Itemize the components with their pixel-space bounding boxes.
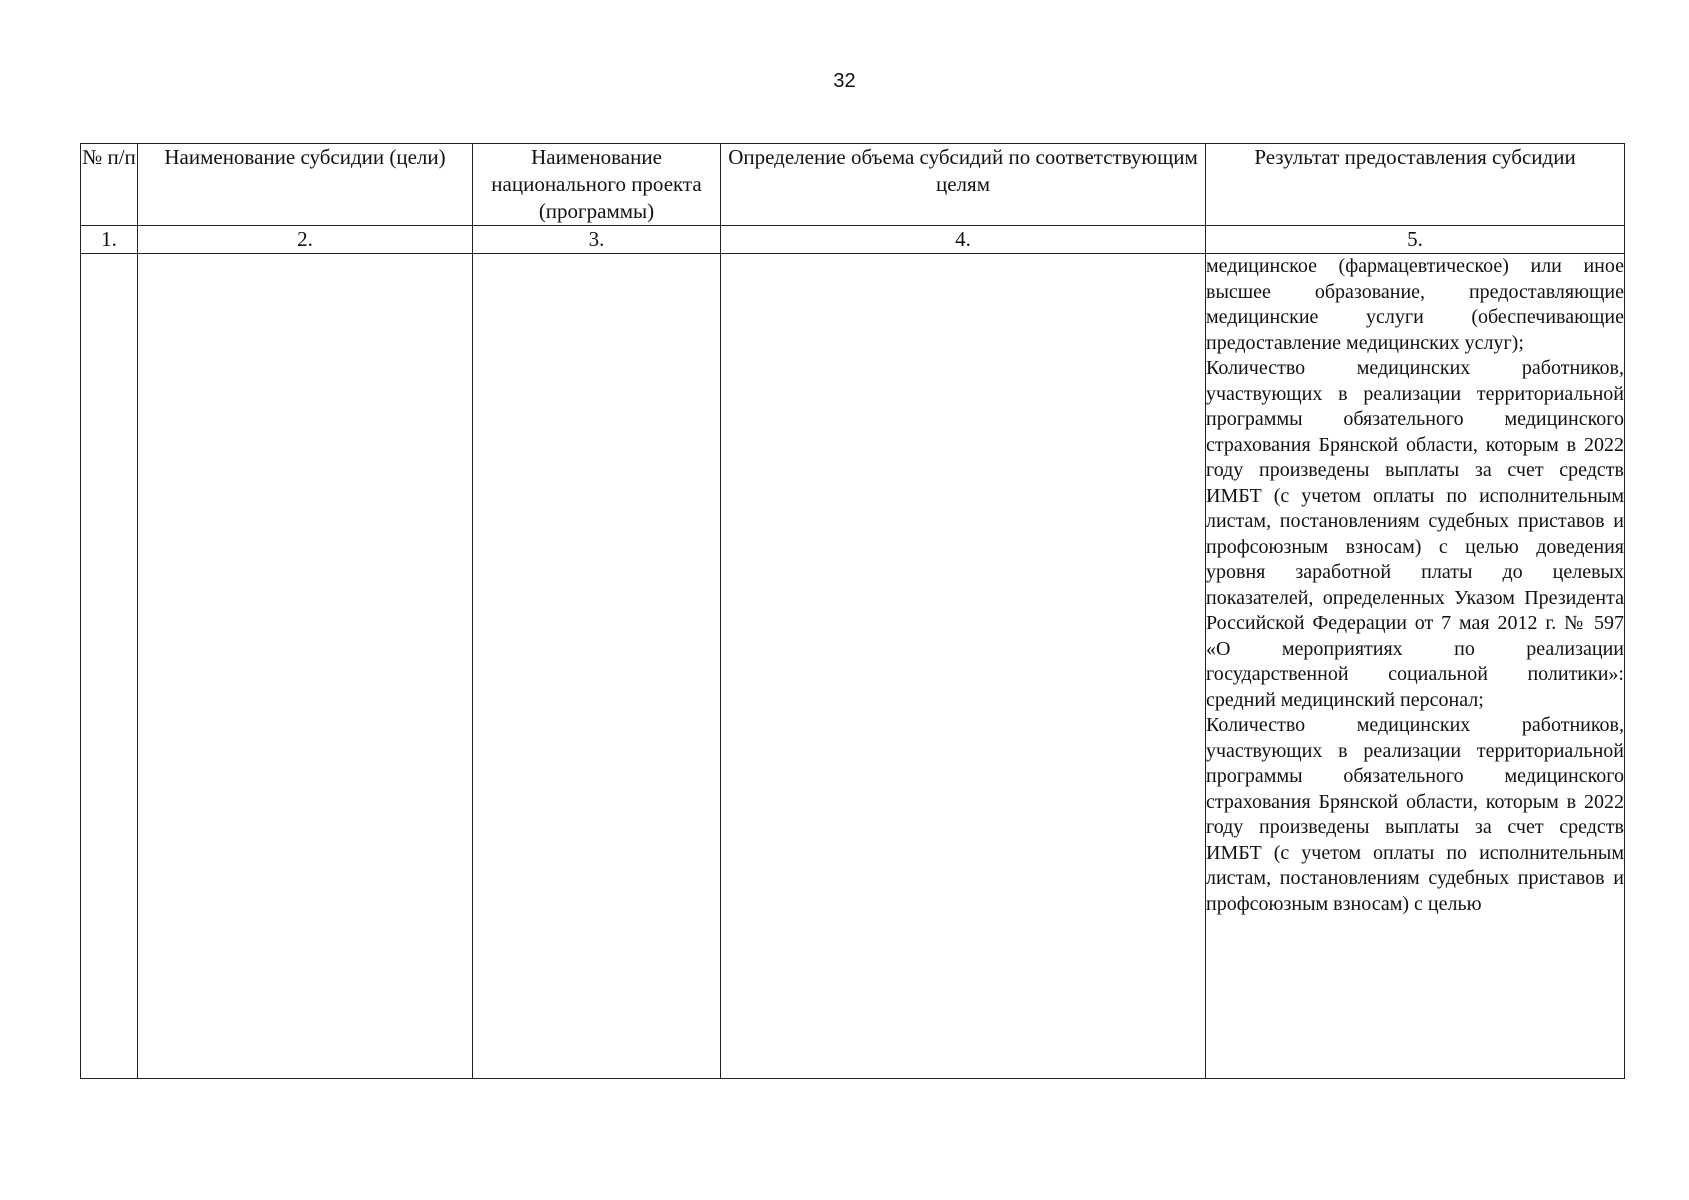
header-cell-subsidy-volume: Определение объема субсидий по соответствующим целям	[721, 144, 1206, 226]
result-paragraph: медицинское (фармацевтическое) или иное высшее образование, предоставляющие медицинские услуги (обеспечивающие предоставление медицинских услуг);	[1206, 255, 1624, 354]
row-cell-number	[81, 254, 138, 1079]
header-row	[81, 144, 1625, 226]
result-paragraph: Количество медицинских работников, участвующих в реализации территориальной программы обязательного медицинского страхования Брянской области, которым в 2022 году произведены выплаты за счет средств ИМБТ (с учетом оплаты по исполнительным листам, постановлениям судебных приставов и профсоюзным взносам) с целью доведения уровня заработной платы до целевых показателей, определенных Указом Президента Российской Федерации от 7 мая 2012 г. № 597 «О мероприятиях по реализации государственной социальной политики»: средний медицинский персонал;	[1206, 357, 1624, 711]
header-cell-number: № п/п	[81, 144, 138, 226]
column-number-4: 4.	[721, 226, 1206, 254]
result-paragraph: Количество медицинских работников, участвующих в реализации территориальной программы обязательного медицинского страхования Брянской области, которым в 2022 году произведены выплаты за счет средств ИМБТ (с учетом оплаты по исполнительным листам, постановлениям судебных приставов и профсоюзным взносам) с целью	[1206, 714, 1624, 915]
column-number-row	[81, 226, 1625, 254]
header-cell-subsidy-result: Результат предоставления субсидии	[1206, 144, 1625, 226]
column-number-2: 2.	[138, 226, 473, 254]
page-number: 32	[833, 70, 856, 92]
header-cell-national-project: Наименование национального проекта (программы)	[473, 144, 721, 226]
subsidy-table	[80, 143, 1625, 1079]
table-row	[81, 254, 1625, 1079]
column-number-3: 3.	[473, 226, 721, 254]
row-cell-subsidy-name	[138, 254, 473, 1079]
row-cell-subsidy-result	[1206, 254, 1625, 1079]
row-cell-subsidy-volume	[721, 254, 1206, 1079]
row-cell-national-project	[473, 254, 721, 1079]
header-cell-subsidy-name: Наименование субсидии (цели)	[138, 144, 473, 226]
column-number-5: 5.	[1206, 226, 1625, 254]
column-number-1: 1.	[81, 226, 138, 254]
